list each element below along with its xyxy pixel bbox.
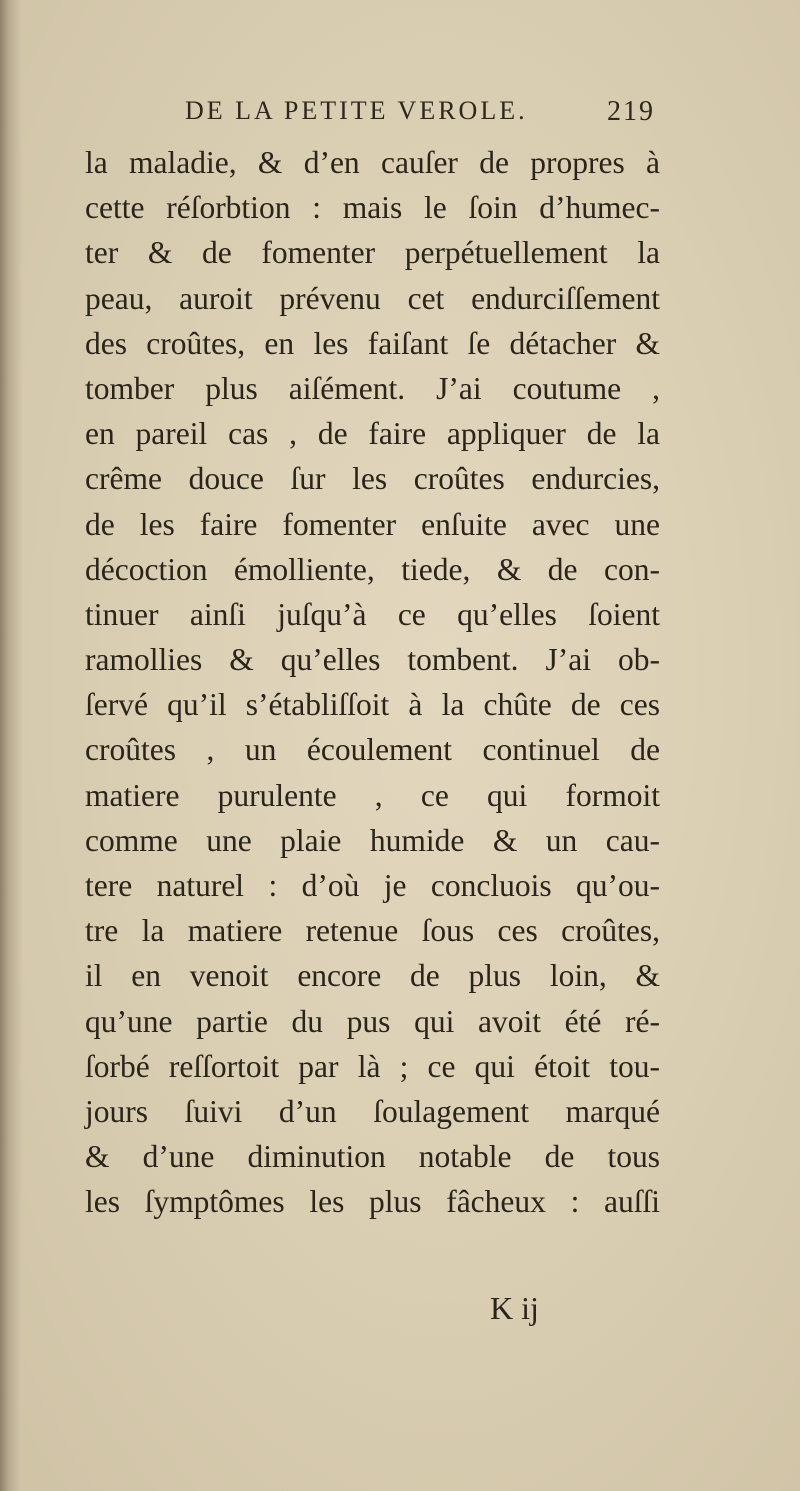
page-number: 219 [607, 96, 655, 127]
body-text [85, 140, 660, 1225]
text-line: ſervé qu’il s’établiſſoit à la chûte de ces [85, 687, 660, 723]
text-line: tre la matiere retenue ſous ces croûtes, [85, 913, 660, 949]
text-line: tinuer ainſi juſqu’à ce qu’elles ſoient [85, 596, 660, 632]
page-binding-edge [0, 0, 22, 1491]
text-line: décoction émolliente, tiede, & de con- [85, 551, 660, 587]
text-line: les ſymptômes les plus fâcheux : auſſi [85, 1184, 660, 1220]
text-line: des croûtes, en les faiſant ſe détacher & [85, 325, 660, 361]
running-head-title: DE LA PETITE VEROLE. [185, 96, 528, 125]
text-line: ramollies & qu’elles tombent. J’ai ob- [85, 642, 660, 678]
running-head [185, 92, 655, 132]
text-line: tomber plus aiſément. J’ai coutume , [85, 370, 660, 406]
text-line: tere naturel : d’où je concluois qu’ou- [85, 868, 660, 903]
text-line: il en venoit encore de plus loin, & [85, 958, 660, 994]
text-line: matiere purulente , ce qui formoit [85, 777, 660, 813]
signature-mark: K ij [490, 1290, 539, 1326]
text-line: cette réſorbtion : mais le ſoin d’humec- [85, 190, 660, 226]
text-line: comme une plaie humide & un cau- [85, 822, 660, 858]
text-line: & d’une diminution notable de tous [85, 1139, 660, 1175]
text-line: ſorbé reſſortoit par là ; ce qui étoit tou- [85, 1048, 660, 1084]
text-line: qu’une partie du pus qui avoit été ré- [85, 1003, 660, 1039]
text-line: en pareil cas , de faire appliquer de la [85, 416, 660, 452]
text-line: de les faire fomenter enſuite avec une [85, 506, 660, 542]
text-line: peau, auroit prévenu cet endurciſſement [85, 280, 660, 316]
text-line: croûtes , un écoulement continuel de [85, 732, 660, 768]
text-line: ter & de fomenter perpétuellement la [85, 235, 660, 271]
text-line: crême douce ſur les croûtes endurcies, [85, 461, 660, 497]
text-line: jours ſuivi d’un ſoulagement marqué [85, 1093, 660, 1129]
text-line: la maladie, & d’en cauſer de propres à [85, 145, 660, 180]
